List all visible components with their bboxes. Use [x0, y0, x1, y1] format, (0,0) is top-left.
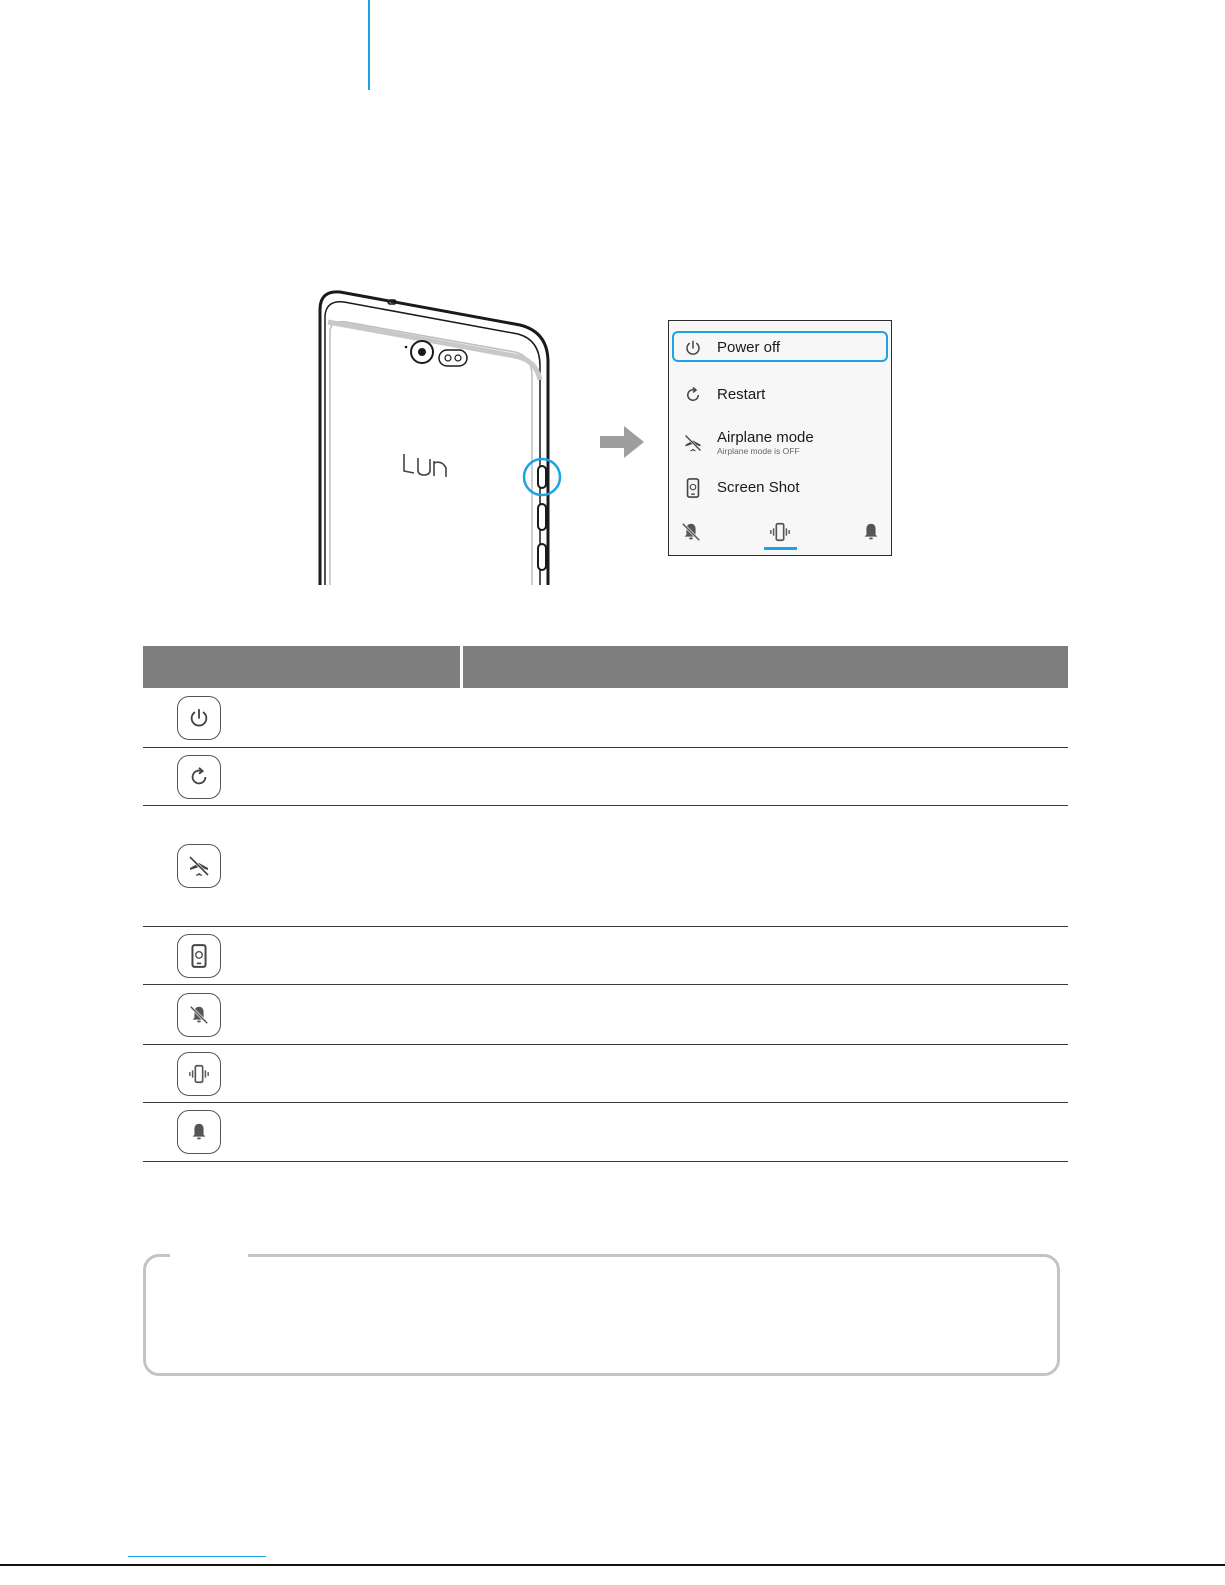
restart-icon [177, 755, 221, 799]
bell-icon[interactable] [860, 521, 882, 543]
table-row [143, 806, 1068, 927]
header-option [143, 646, 463, 688]
bell-off-icon[interactable] [680, 521, 702, 543]
table-row [143, 1045, 1068, 1103]
table-row [143, 1103, 1068, 1162]
phone-drawing [300, 280, 600, 590]
menu-item-power-off[interactable] [669, 332, 891, 364]
menu-item-label: Power off [717, 338, 781, 356]
vibrate-icon[interactable] [769, 521, 791, 543]
arrow-right-icon [598, 424, 646, 460]
screenshot-icon [177, 934, 221, 978]
airplane-off-icon [681, 431, 705, 455]
options-table [143, 646, 1068, 1162]
bell-icon [177, 1110, 221, 1154]
table-row [143, 927, 1068, 985]
airplane-mode-text [717, 430, 814, 457]
table-header [143, 646, 1068, 688]
menu-item-label: Airplane mode [717, 428, 814, 446]
power-menu-panel [668, 320, 892, 556]
menu-item-airplane-mode[interactable] [669, 423, 891, 463]
menu-item-label: Screen Shot [717, 478, 800, 496]
airplane-off-icon [177, 844, 221, 888]
screenshot-icon [681, 476, 705, 500]
note-title [170, 1248, 248, 1260]
footer-link-underline [128, 1556, 266, 1557]
header-description [463, 646, 1068, 688]
table-row [143, 748, 1068, 806]
header-accent-line [368, 0, 370, 90]
menu-item-label: Restart [717, 385, 766, 403]
sound-mode-bar [669, 517, 891, 555]
table-row [143, 985, 1068, 1045]
airplane-mode-status: Airplane mode is OFF [717, 446, 800, 457]
restart-icon [681, 383, 705, 407]
active-mode-indicator [764, 547, 797, 550]
bell-off-icon [177, 993, 221, 1037]
footer-rule [0, 1564, 1225, 1566]
power-icon [177, 696, 221, 740]
vibrate-icon [177, 1052, 221, 1096]
menu-item-restart[interactable] [669, 379, 891, 411]
table-row [143, 688, 1068, 748]
power-icon [681, 336, 705, 360]
note-box [143, 1254, 1060, 1376]
menu-item-screen-shot[interactable] [669, 472, 891, 504]
